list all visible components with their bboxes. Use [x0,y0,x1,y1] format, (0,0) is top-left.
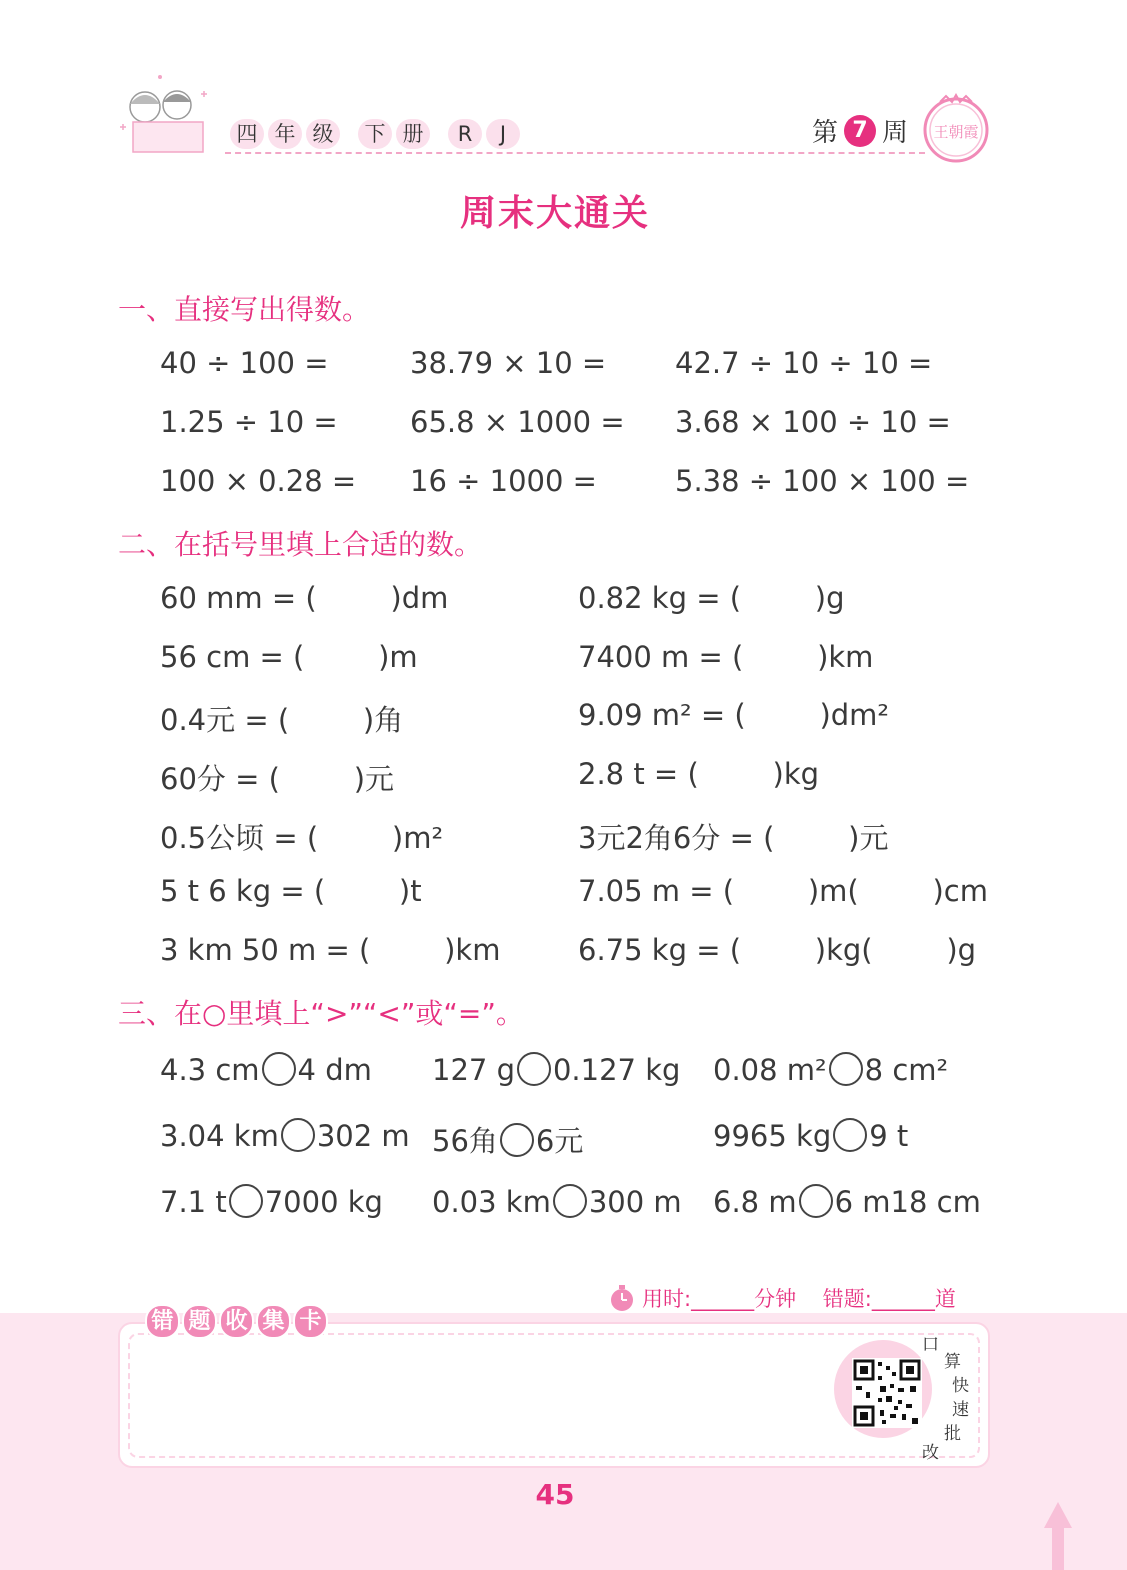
compare-left: 3.04 km [160,1119,279,1153]
timer-line [608,1283,956,1313]
grade-char: 下 [358,119,392,149]
week-prefix: 第 [812,118,839,148]
qr-side-char: 快 [952,1376,969,1396]
section3-title: 三、在○里填上“>”“<”或“=”。 [118,997,524,1030]
s2-cell: 60分 = ( )元 [160,762,395,796]
s2-cell: 3元2角6分 = ( )元 [578,821,889,855]
compare-right: 6元 [535,1124,584,1158]
qr-side-char: 改 [922,1443,939,1463]
qr-side-char: 批 [944,1424,961,1444]
section1-title: 一、直接写出得数。 [118,293,371,326]
timer-text: 用时:______分钟 错题:______道 [642,1287,956,1311]
s1-cell: 42.7 ÷ 10 ÷ 10 = [675,346,933,380]
compare-left: 56角 [432,1124,498,1158]
grade-char: 级 [306,119,340,149]
compare-circle[interactable] [553,1184,587,1218]
card-label [145,1304,328,1339]
s1-cell: 100 × 0.28 = [160,464,357,498]
s2-cell: 7400 m = ( )km [578,640,874,674]
grade-char: 册 [396,119,430,149]
compare-right: 6 m18 cm [834,1185,981,1219]
s2-cell: 60 mm = ( )dm [160,581,449,615]
week-suffix: 周 [882,118,909,148]
card-label-char: 卡 [293,1304,328,1339]
s1-cell: 65.8 × 1000 = [410,405,625,439]
s1-cell: 5.38 ÷ 100 × 100 = [675,464,970,498]
compare-right: 4 dm [297,1053,372,1087]
compare-right: 0.127 kg [552,1053,681,1087]
card-label-char: 错 [145,1304,180,1339]
compare-circle[interactable] [829,1052,863,1086]
author-seal [920,92,992,164]
qr-side-char: 算 [944,1352,961,1372]
compare-left: 7.1 t [160,1185,227,1219]
compare-left: 6.8 m [713,1185,797,1219]
compare-item [713,1119,908,1155]
compare-right: 8 cm² [864,1053,949,1087]
compare-item [160,1119,410,1155]
compare-circle[interactable] [517,1052,551,1086]
compare-circle[interactable] [500,1123,534,1157]
arrow-up-icon [1040,1500,1076,1570]
compare-left: 127 g [432,1053,515,1087]
grade-gap [434,119,444,149]
s2-cell: 7.05 m = ( )m( )cm [578,874,988,908]
s2-cell: 0.4元 = ( )角 [160,703,404,737]
s1-cell: 1.25 ÷ 10 = [160,405,338,439]
qr-code-icon[interactable] [852,1358,922,1428]
grade-char: J [486,119,520,149]
header-divider [225,152,925,154]
grade-char: 四 [230,119,264,149]
compare-item [432,1185,682,1221]
compare-left: 0.03 km [432,1185,551,1219]
s1-cell: 16 ÷ 1000 = [410,464,597,498]
kids-illustration [115,72,220,162]
s2-cell: 5 t 6 kg = ( )t [160,874,422,908]
page-number: 45 [535,1478,575,1511]
compare-circle[interactable] [262,1052,296,1086]
compare-item [713,1053,948,1089]
compare-circle[interactable] [281,1118,315,1152]
s2-cell: 0.5公顷 = ( )m² [160,821,444,855]
section2-title: 二、在括号里填上合适的数。 [118,528,483,561]
compare-circle[interactable] [833,1118,867,1152]
grade-char: R [448,119,482,149]
qr-side-char: 口 [922,1335,939,1355]
compare-item [713,1185,981,1221]
compare-item [160,1053,372,1089]
week-label [812,112,908,149]
compare-circle[interactable] [229,1184,263,1218]
stopwatch-icon [608,1284,636,1312]
s2-cell: 6.75 kg = ( )kg( )g [578,933,977,967]
card-label-char: 集 [256,1304,291,1339]
qr-side-char: 速 [952,1400,969,1420]
compare-item [432,1053,680,1089]
s2-cell: 3 km 50 m = ( )km [160,933,501,967]
compare-left: 9965 kg [713,1119,832,1153]
compare-right: 302 m [316,1119,410,1153]
s1-cell: 40 ÷ 100 = [160,346,329,380]
compare-right: 9 t [869,1119,909,1153]
s2-cell: 9.09 m² = ( )dm² [578,698,890,732]
s2-cell: 2.8 t = ( )kg [578,757,820,791]
compare-circle[interactable] [799,1184,833,1218]
compare-item [160,1185,383,1221]
compare-item [432,1119,583,1160]
grade-gap [344,119,354,149]
page-title: 周末大通关 [459,193,650,234]
s2-cell: 0.82 kg = ( )g [578,581,845,615]
seal-text: 王朝霞 [933,123,979,141]
compare-left: 0.08 m² [713,1053,827,1087]
compare-left: 4.3 cm [160,1053,260,1087]
s1-cell: 38.79 × 10 = [410,346,607,380]
card-label-char: 收 [219,1304,254,1339]
grade-char: 年 [268,119,302,149]
week-number: 7 [844,115,876,147]
card-label-char: 题 [182,1304,217,1339]
compare-right: 300 m [588,1185,682,1219]
s1-cell: 3.68 × 100 ÷ 10 = [675,405,951,439]
s2-cell: 56 cm = ( )m [160,640,418,674]
compare-right: 7000 kg [264,1185,383,1219]
grade-label [230,118,520,150]
